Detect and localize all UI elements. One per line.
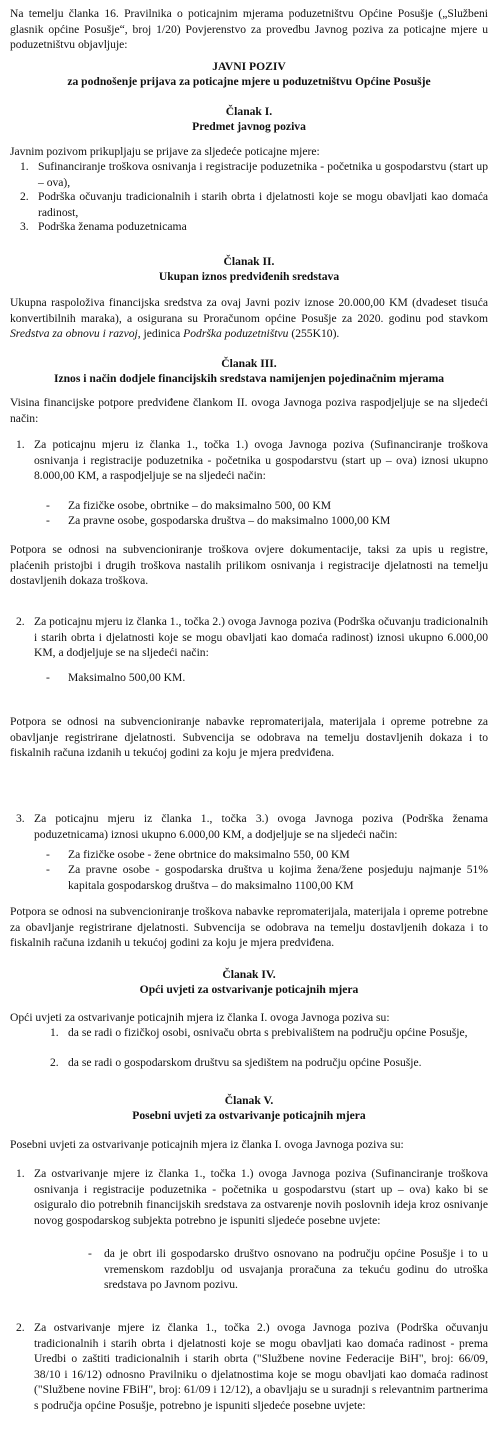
article-1-name: Predmet javnog poziva (192, 120, 306, 133)
measure-text: Za poticajnu mjeru iz članka 1., točka 2.) ovoga Javnoga poziva (Podrška očuvanju tradicionalnih i starih obrta i djelatnosti koje se mogu obavljati kao domaća radinost) iznosi ukupno 6.000,00 KM, a dodjeljuje se na sljedeći način: (34, 615, 488, 660)
measure-1-note: Potpora se odnosi na subvencioniranje troškova ovjere dokumentacije, taksi za upis u registre, plaćenih pristojbi i drugih troškova nastalih prilikom osnivanja i registracije djelatnosti na temelju dostavljenih dokaza troškova. (10, 543, 488, 588)
measure-3-option: - Za pravne osobe - gospodarska društva u kojima žena/žene posjeduju najmanje 51% kapitala gospodarskog društva – do maksimalno 1100,00 KM (46, 863, 488, 892)
measure-number: 3. (16, 812, 25, 825)
measure-number: 1. (16, 438, 25, 451)
item-number: 3. (20, 220, 29, 233)
condition-2 (16, 1320, 488, 1414)
item-text: da se radi o gospodarskom društvu sa sjedištem na području općine Posušje. (68, 1056, 422, 1069)
condition-1-requirement: - da je obrt ili gospodarsko društvo osnovano na području općine Posušje i to u vremenskom razdoblju od usvajanja proračuna za tekuću godinu do utroška sredstava po Javnom pozivu. (88, 1247, 488, 1292)
intro-paragraph: Na temelju članka 16. Pravilnika o poticajnim mjerama poduzetništvu Općine Posušje („Službeni glasnik općine Posušje“, broj 1/20) Povjerenstvo za provedbu Javnog poziva za poticajne mjere u poduzetništvu objavljuje: (10, 7, 488, 52)
article-2-paragraph: Ukupna raspoloživa financijska sredstva za ovaj Javni poziv iznose 20.000,00 KM (dvadeset tisuća konvertibilnih maraka), a osigurana su Proračunom općine Posušje za 2020. godinu pod stavkom Sredstva za obnovu i razvoj, jedinica Podrška poduzetništvu (255K10). (10, 296, 488, 341)
article-5-name: Posebni uvjeti za ostvarivanje poticajnih mjera (132, 1109, 366, 1122)
measure-2 (16, 614, 488, 661)
condition-number: 1. (16, 1167, 25, 1180)
article-5-heading: Članak V. (224, 1094, 274, 1107)
measure-number: 2. (16, 615, 25, 628)
measure-1-option: - Za pravne osobe, gospodarska društva – do maksimalno 1000,00 KM (46, 514, 391, 527)
condition-1 (16, 1166, 488, 1228)
article-1-item (20, 219, 488, 235)
document-title: JAVNI POZIV (212, 60, 286, 73)
article-5-lead: Posebni uvjeti za ostvarivanje poticajnih mjera iz članka I. ovoga Javnoga poziva su: (10, 1138, 404, 1151)
measure-3-note: Potpora se odnosi na subvencioniranje troškova nabavke repromaterijala, materijala i opreme potrebne za obavljanje registrirane djelatnosti. Subvencija se odobrava na temelju dostavljenih dokaza i to fiskalnih računa izdanih u tekućoj godini za koju je mjera predviđena. (10, 905, 488, 950)
article-4-heading: Članak IV. (222, 968, 276, 981)
item-text: Sufinanciranje troškova osnivanja i registracije poduzetnika - početnika u gospodarstvu (start up – ova), (38, 160, 488, 189)
article-1-item (20, 159, 488, 190)
measure-text: Za poticajnu mjeru iz članka 1., točka 1.) ovoga Javnoga poziva (Sufinanciranje troškova osnivanja i registracije poduzetnika - početnika u gospodarstvu (start up – ova) iznosi ukupno 8.000,00 KM, a raspodjeljuje se na sljedeći način: (34, 438, 488, 483)
article-1-item (20, 189, 488, 220)
item-number: 1. (20, 160, 29, 173)
item-number: 2. (20, 190, 29, 203)
article-4-item (50, 1055, 488, 1071)
measure-2-note: Potpora se odnosi na subvencioniranje nabavke repromaterijala, materijala i opreme potrebne za obavljanje registrirane djelatnosti. Subvencija se odobrava na temelju dostavljenih dokaza i to fiskalnih računa izdanih u tekućoj godini za koju je mjera predviđena. (10, 715, 488, 760)
measure-3-option: - Za fizičke osobe - žene obrtnice do maksimalno 550, 00 KM (46, 848, 350, 861)
item-text: Podrška ženama poduzetnicama (38, 220, 187, 233)
measure-2-option: - Maksimalno 500,00 KM. (46, 671, 186, 684)
measure-3 (16, 811, 488, 842)
article-2-heading: Članak II. (223, 255, 275, 268)
article-3-heading: Članak III. (221, 357, 277, 370)
condition-number: 2. (16, 1321, 25, 1334)
condition-text: Za ostvarivanje mjere iz članka 1., točka 2.) ovoga Javnoga poziva (Podrška očuvanju tradicionalnih i starih obrta i djelatnosti koje se mogu obavljati kao domaća radinost - prema Uredbi o zaštiti tradicionalnih i starih obrta ("Službene novine Federacije BiH", broj: 66/09, 38/10 i 16/12) odnosno Pravilniku o djelatnostima koje se mogu obavljati kao domaća radinost ("Službene novine FBiH", broj: 61/09 i 12/12), a obavljaju se u suradnji s relevantnim partnerima s područja općine Posušje, potrebno je ispuniti sljedeće posebne uvjete: (34, 1321, 488, 1412)
document-subtitle: za podnošenje prijava za poticajne mjere u poduzetništvu Općine Posušje (67, 75, 431, 88)
item-number: 1. (50, 1026, 59, 1039)
article-2-name: Ukupan iznos predviđenih sredstava (158, 270, 340, 283)
measure-text: Za poticajnu mjeru iz članka 1., točka 3.) ovoga Javnoga poziva (Podrška ženama poduzetnicama) iznosi ukupno 6.000,00 KM, a dodjeljuje se na sljedeći način: (34, 812, 488, 841)
measure-1 (16, 437, 488, 484)
article-1-lead: Javnim pozivom prikupljaju se prijave za sljedeće poticajne mjere: (10, 145, 320, 158)
item-text: da se radi o fizičkoj osobi, osnivaču obrta s prebivalištem na području općine Posušje, (68, 1026, 468, 1039)
article-4-lead: Opći uvjeti za ostvarivanje poticajnih mjera iz članka I. ovoga Javnoga poziva su: (10, 1011, 390, 1024)
item-number: 2. (50, 1056, 59, 1069)
article-4-item (50, 1025, 488, 1041)
article-1-heading: Članak I. (225, 105, 273, 118)
condition-text: Za ostvarivanje mjere iz članka 1., točka 1.) ovoga Javnoga poziva (Sufinanciranje troškova osnivanja i registracije poduzetnika - početnika u gospodarstvu (start up – ova) kako bi se osiguralo dio potrebnih financijskih sredstava za ostvarenje novih poslovnih ideja kroz osnivanje novog gospodarskog subjekta potrebno je ispuniti sljedeće posebne uvjete: (34, 1167, 488, 1227)
article-3-name: Iznos i način dodjele financijskih sredstava namijenjen pojedinačnim mjerama (53, 372, 445, 385)
article-3-lead: Visina financijske potpore predviđene člankom II. ovoga Javnoga poziva raspodjeljuje se na sljedeći način: (10, 396, 488, 425)
article-4-name: Opći uvjeti za ostvarivanje poticajnih mjera (139, 983, 359, 996)
item-text: Podrška očuvanju tradicionalnih i starih obrta i djelatnosti koje se mogu obavljati kao domaća radinost, (38, 190, 488, 219)
measure-1-option: - Za fizičke osobe, obrtnike – do maksimalno 500, 00 KM (46, 499, 332, 512)
